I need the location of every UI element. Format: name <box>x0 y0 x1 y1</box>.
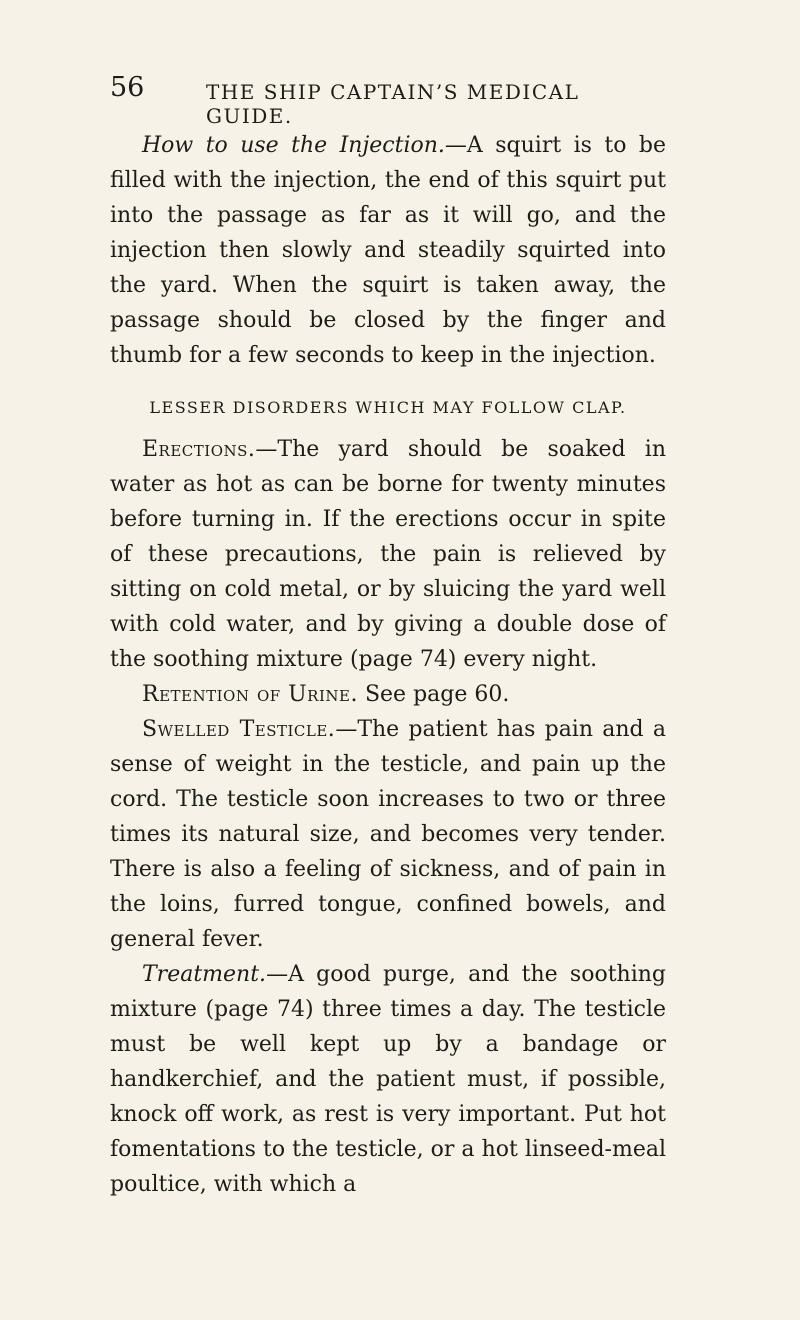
body-text <box>110 128 666 1202</box>
paragraph-erections <box>110 432 666 677</box>
section-heading: LESSER DISORDERS WHICH MAY FOLLOW CLAP. <box>149 398 627 417</box>
running-title: THE SHIP CAPTAIN’S MEDICAL GUIDE. <box>206 80 580 128</box>
injection-text: —A squirt is to be filled with the injection, the end of this squirt put into the passage as far as it will go, and the injection then slowly and steadily squirted into the yard. When the squirt is taken away, the passage should be closed by the finger and thumb for a few seconds to keep in the injection. <box>110 133 667 368</box>
paragraph-treatment <box>110 957 666 1202</box>
paragraph-retention <box>110 677 666 712</box>
paragraph-injection <box>110 128 666 373</box>
page-number: 56 <box>110 72 145 103</box>
injection-heading: How to use the Injection. <box>142 133 445 158</box>
erections-heading: Erections. <box>142 437 256 462</box>
retention-text: See page 60. <box>357 682 510 707</box>
paragraph-swelled-testicle <box>110 712 666 957</box>
treatment-heading: Treatment. <box>142 962 267 987</box>
retention-heading: Retention of Urine. <box>142 682 358 707</box>
treatment-text: —A good purge, and the soothing mixture (page 74) three times a day. The testicle must be well kept up by a bandage or handkerchief, and the patient must, if possible, knock off work, as rest is very important. Put hot fomentations to the testicle, or a hot linseed-meal poultice, with which a <box>110 962 666 1197</box>
page-header <box>110 72 670 128</box>
swelled-testicle-text: —The patient has pain and a sense of weight in the testicle, and pain up the cord. The testicle soon increases to two or three times its natural size, and becomes very tender. There is also a feeling of sickness, and of pain in the loins, furred tongue, confined bowels, and general fever. <box>110 717 666 952</box>
swelled-testicle-heading: Swelled Testicle. <box>142 717 336 742</box>
erections-text: —The yard should be soaked in water as hot as can be borne for twenty minutes before turning in. If the erections occur in spite of these precautions, the pain is relieved by sitting on cold metal, or by sluicing the yard well with cold water, and by giving a double dose of the soothing mixture (page 74) every night. <box>110 437 666 672</box>
